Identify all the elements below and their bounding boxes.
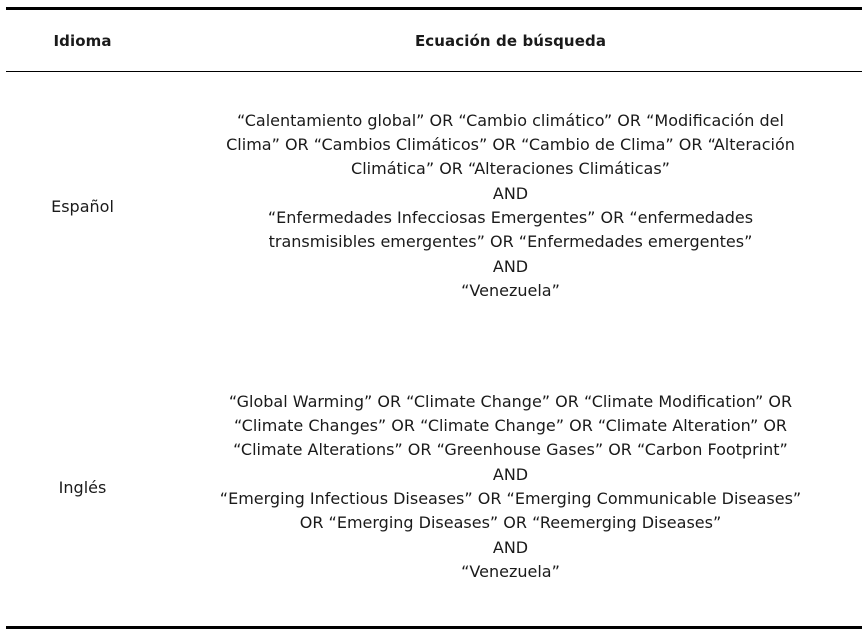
table-row-english [6,324,862,626]
equation-line: “Climate Changes” OR “Climate Change” OR “Climate Alteration” OR [233,416,788,436]
equation-cell [159,390,862,584]
language-cell: Inglés [58,477,107,497]
header-language: Idioma [53,31,112,50]
equation-line: Climática” OR “Alteraciones Climáticas” [351,159,670,179]
equation-line: “Emerging Infectious Diseases” OR “Emerging Communicable Diseases” [219,489,802,508]
equation-line: “Venezuela” [461,280,560,300]
equation-line: Clima” OR “Cambios Climáticos” OR “Cambio de Clima” OR “Alteración [226,135,795,155]
equation-cell [159,109,862,303]
search-equation-table [6,7,862,629]
operator-and: AND [492,537,529,557]
equation-line: “Venezuela” [461,561,560,581]
equation-line: OR “Emerging Diseases” OR “Reemerging Diseases” [299,513,722,533]
operator-and: AND [492,183,529,203]
equation-line: transmisibles emergentes” OR “Enfermedades emergentes” [268,232,753,252]
operator-and: AND [492,256,529,276]
table-row-spanish [6,72,862,324]
operator-and: AND [492,464,529,484]
equation-line: “Enfermedades Infecciosas Emergentes” OR “enfermedades [267,208,754,227]
bottom-rule [6,626,862,629]
table-header-row [6,10,862,71]
language-cell: Español [51,196,114,216]
header-equation: Ecuación de búsqueda [414,31,607,50]
equation-line: “Calentamiento global” OR “Cambio climático” OR “Modificación del [237,110,784,130]
equation-line: “Global Warming” OR “Climate Change” OR “Climate Modification” OR [228,391,793,411]
equation-line: “Climate Alterations” OR “Greenhouse Gases” OR “Carbon Footprint” [233,440,788,460]
